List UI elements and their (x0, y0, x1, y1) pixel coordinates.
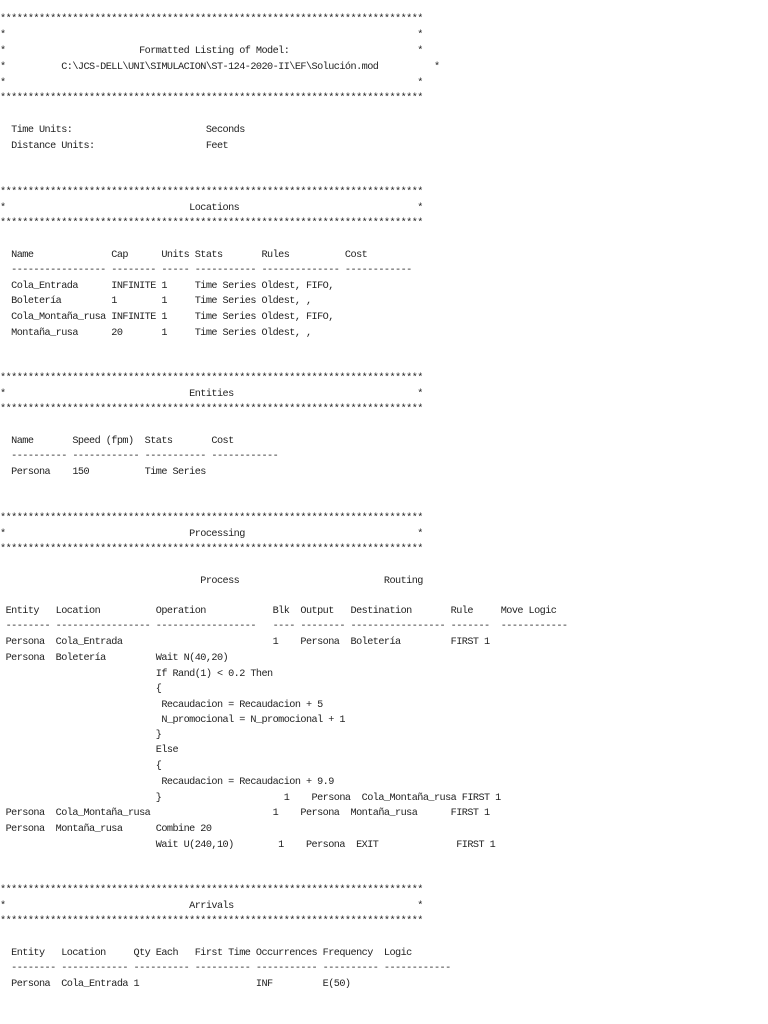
table-row: Persona 150 Time Series (0, 467, 206, 478)
locations-border-top: **************************************************************************** (0, 187, 423, 198)
table-row: } 1 Persona Cola_Montaña_rusa FIRST 1 (0, 793, 501, 804)
table-row: N_promocional = N_promocional + 1 (0, 715, 345, 726)
locations-title: * Locations * (0, 203, 423, 214)
table-row: } (0, 730, 162, 741)
table-row: { (0, 761, 162, 772)
table-row: Recaudacion = Recaudacion + 9.9 (0, 777, 334, 788)
entities-title: * Entities * (0, 389, 423, 400)
entities-border-top: **************************************************************************** (0, 373, 423, 384)
header-blank-line: * * (0, 30, 423, 41)
arrivals-border-bottom: **************************************************************************** (0, 916, 423, 927)
table-row: Else (0, 745, 179, 756)
arrivals-border-top: **************************************************************************** (0, 885, 423, 896)
processing-group-header: Process Routing (0, 576, 423, 587)
table-row: Montaña_rusa 20 1 Time Series Oldest, , (0, 328, 312, 339)
header-title-line: * Formatted Listing of Model: * (0, 46, 423, 57)
header-border-bottom: **************************************************************************** (0, 93, 423, 104)
distance-units-line: Distance Units: Feet (0, 141, 229, 152)
table-row: Wait U(240,10) 1 Persona EXIT FIRST 1 (0, 840, 496, 851)
arrivals-table-underline: -------- ------------ ---------- ---------- ----------- ---------- ------------ (0, 963, 451, 974)
table-row: { (0, 684, 162, 695)
header-border-top: **************************************************************************** (0, 14, 423, 25)
table-row: Boletería 1 1 Time Series Oldest, , (0, 296, 312, 307)
locations-border-bottom: **************************************************************************** (0, 218, 423, 229)
processing-border-bottom: **************************************************************************** (0, 544, 423, 555)
header-blank-line-2: * * (0, 78, 423, 89)
table-row: Cola_Entrada INFINITE 1 Time Series Oldest, FIFO, (0, 281, 334, 292)
processing-border-top: **************************************************************************** (0, 513, 423, 524)
time-units-line: Time Units: Seconds (0, 125, 245, 136)
locations-table-underline: ----------------- -------- ----- ----------- -------------- ------------ (0, 265, 412, 276)
table-row: Persona Boletería Wait N(40,20) (0, 653, 229, 664)
table-row: Recaudacion = Recaudacion + 5 (0, 700, 323, 711)
arrivals-table-header: Entity Location Qty Each First Time Occurrences Frequency Logic (0, 948, 412, 959)
processing-table-header: Entity Location Operation Blk Output Destination Rule Move Logic (0, 606, 557, 617)
table-row: If Rand(1) < 0.2 Then (0, 669, 273, 680)
table-row: Persona Cola_Entrada 1 INF E(50) (0, 979, 351, 990)
locations-table-header: Name Cap Units Stats Rules Cost (0, 250, 368, 261)
table-row: Cola_Montaña_rusa INFINITE 1 Time Series Oldest, FIFO, (0, 312, 334, 323)
table-row: Persona Cola_Montaña_rusa 1 Persona Montaña_rusa FIRST 1 (0, 808, 490, 819)
entities-table-header: Name Speed (fpm) Stats Cost (0, 436, 234, 447)
processing-title: * Processing * (0, 529, 423, 540)
table-row: Persona Montaña_rusa Combine 20 (0, 824, 212, 835)
processing-table-underline: -------- ----------------- ------------------ ---- -------- ----------------- ------- ------------ (0, 621, 568, 632)
arrivals-title: * Arrivals * (0, 901, 423, 912)
entities-border-bottom: **************************************************************************** (0, 404, 423, 415)
table-row: Persona Cola_Entrada 1 Persona Boletería FIRST 1 (0, 637, 490, 648)
entities-table-underline: ---------- ------------ ----------- ------------ (0, 451, 279, 462)
header-path-line: * C:\JCS-DELL\UNI\SIMULACION\ST-124-2020-II\EF\Solución.mod * (0, 62, 440, 73)
